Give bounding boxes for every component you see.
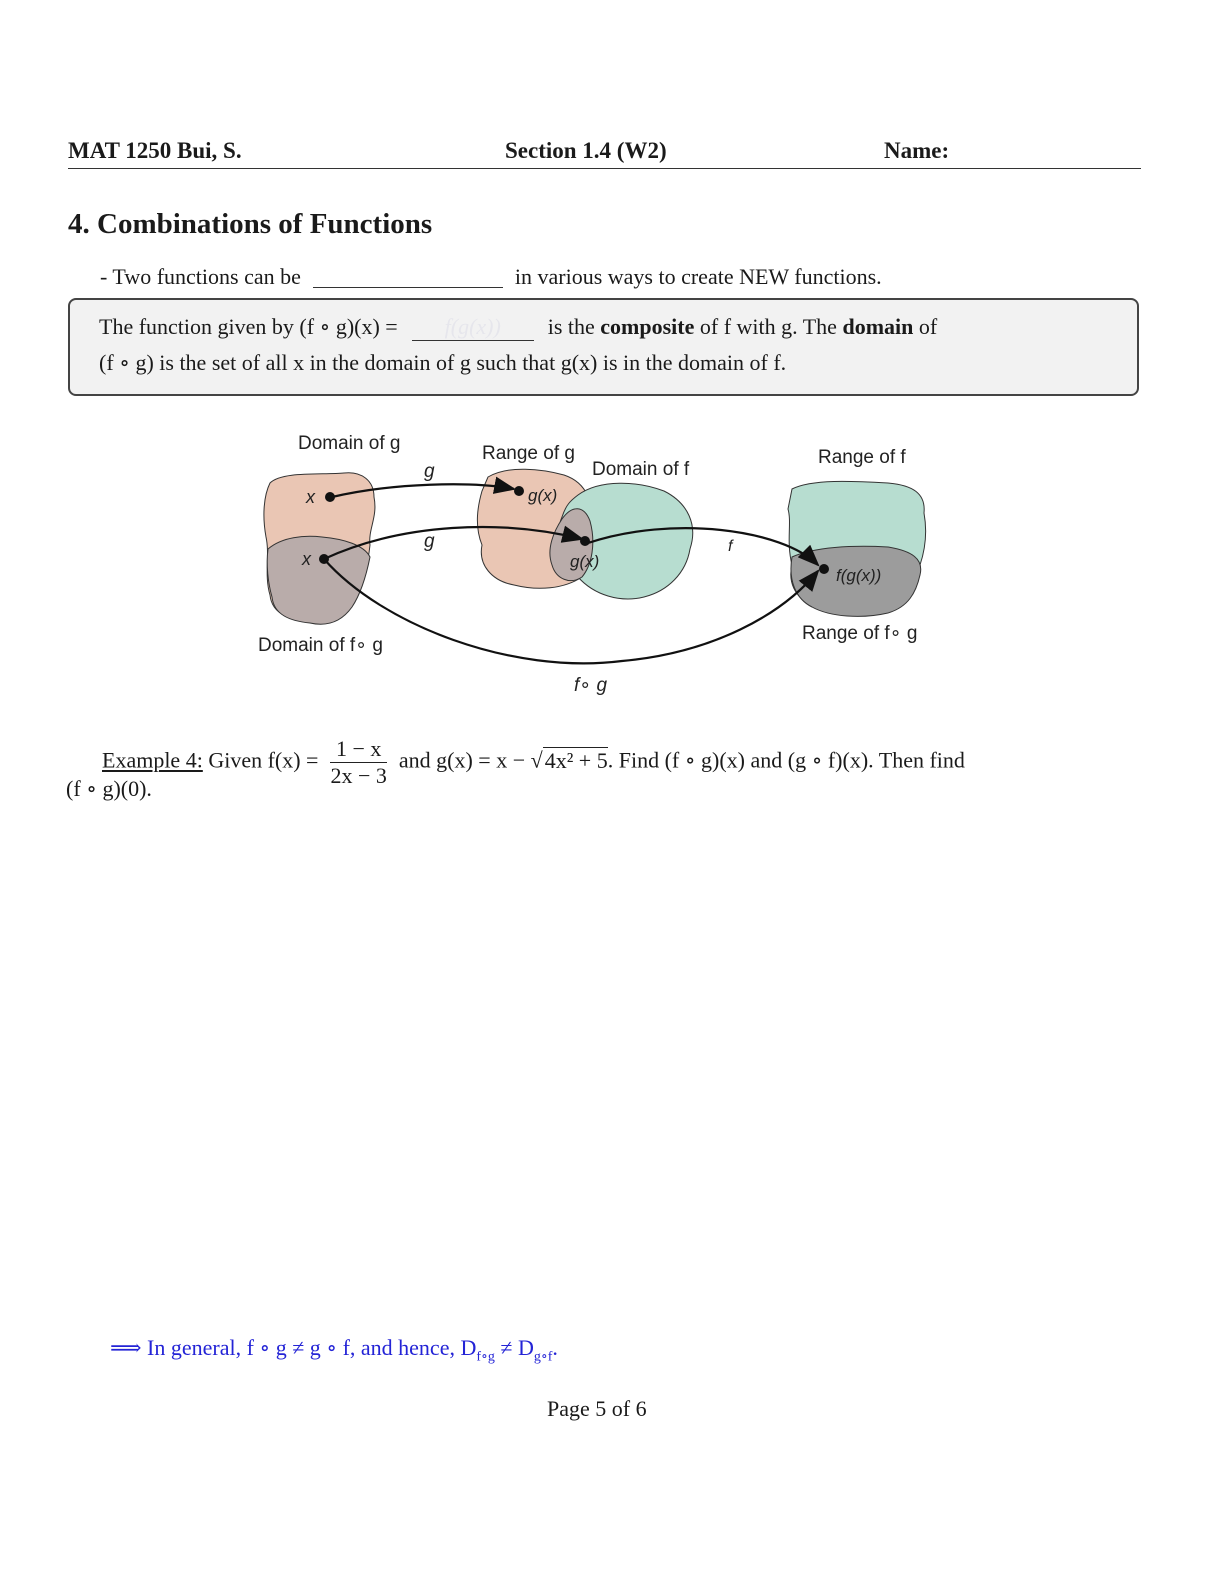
label-gx2: g(x) [570, 552, 600, 571]
intro-line [100, 264, 1160, 290]
fraction-numerator: 1 − x [330, 736, 387, 763]
example-and-g: and g(x) = x − [398, 747, 526, 773]
definition-of-f-with-g: of f with g. The [699, 314, 837, 339]
intro-blank [313, 267, 503, 288]
general-neq: ≠ D [494, 1335, 534, 1360]
intro-after: in various ways to create NEW functions. [514, 264, 882, 289]
general-end: . [552, 1335, 558, 1360]
example-row-1 [102, 736, 965, 789]
label-x2: x [302, 549, 311, 569]
general-sub-1: f∘g [476, 1349, 495, 1365]
point-x-1 [325, 492, 335, 502]
definition-row-1 [99, 314, 1114, 341]
composite-word: composite [600, 314, 695, 339]
general-sub-2: g∘f [533, 1349, 553, 1365]
point-gx-2 [580, 536, 590, 546]
label-x1: x [306, 487, 315, 507]
definition-row-2: (f ∘ g) is the set of all x in the domain of g such that g(x) is in the domain of f. [99, 350, 787, 375]
fraction [330, 736, 387, 789]
name-label: Name: [884, 138, 950, 163]
label-range-fog: Range of f∘ g [802, 623, 918, 644]
label-arrow-f: f [728, 538, 733, 555]
sqrt-content: 4x² + 5 [544, 747, 608, 773]
general-note [110, 1335, 558, 1365]
label-domain-fog: Domain of f∘ g [258, 635, 383, 656]
label-domain-g: Domain of g [298, 433, 401, 454]
example-given: Given f(x) = [208, 747, 319, 773]
section-label: Section 1.4 (W2) [505, 138, 667, 163]
definition-of: of [918, 314, 938, 339]
general-note-text: ⟹ In general, f ∘ g ≠ g ∘ f, and hence, D [110, 1335, 477, 1360]
fraction-denominator: 2x − 3 [330, 763, 387, 788]
composition-diagram [252, 425, 952, 700]
label-arrow-fog: f∘ g [574, 675, 608, 696]
course-label: MAT 1250 Bui, S. [68, 138, 242, 163]
domain-word: domain [842, 314, 914, 339]
label-range-f: Range of f [818, 447, 906, 468]
example-row-2: (f ∘ g)(0). [66, 776, 152, 801]
intro-before: - Two functions can be [100, 264, 301, 289]
section-title: 4. Combinations of Functions [68, 208, 433, 240]
sqrt-symbol: √ [530, 747, 543, 773]
label-gx1: g(x) [528, 486, 558, 505]
label-domain-f: Domain of f [592, 459, 690, 480]
definition-prefix: The function given by (f ∘ g)(x) = [99, 314, 398, 339]
page-footer: Page 5 of 6 [547, 1396, 647, 1421]
example-task: . Find (f ∘ g)(x) and (g ∘ f)(x). Then find [607, 747, 965, 773]
point-x-2 [319, 554, 329, 564]
page-header [68, 136, 1141, 169]
label-arrow-g2: g [424, 531, 435, 552]
example-label: Example 4: [102, 747, 203, 773]
domain-fog-region [267, 536, 370, 624]
label-fgx: f(g(x)) [836, 566, 882, 585]
label-range-g: Range of g [482, 443, 575, 464]
point-gx-1 [514, 486, 524, 496]
point-fgx [819, 564, 829, 574]
definition-mid: is the [547, 314, 595, 339]
definition-box [68, 298, 1139, 396]
label-arrow-g1: g [424, 461, 435, 482]
definition-answer: f(g(x)) [412, 314, 534, 341]
